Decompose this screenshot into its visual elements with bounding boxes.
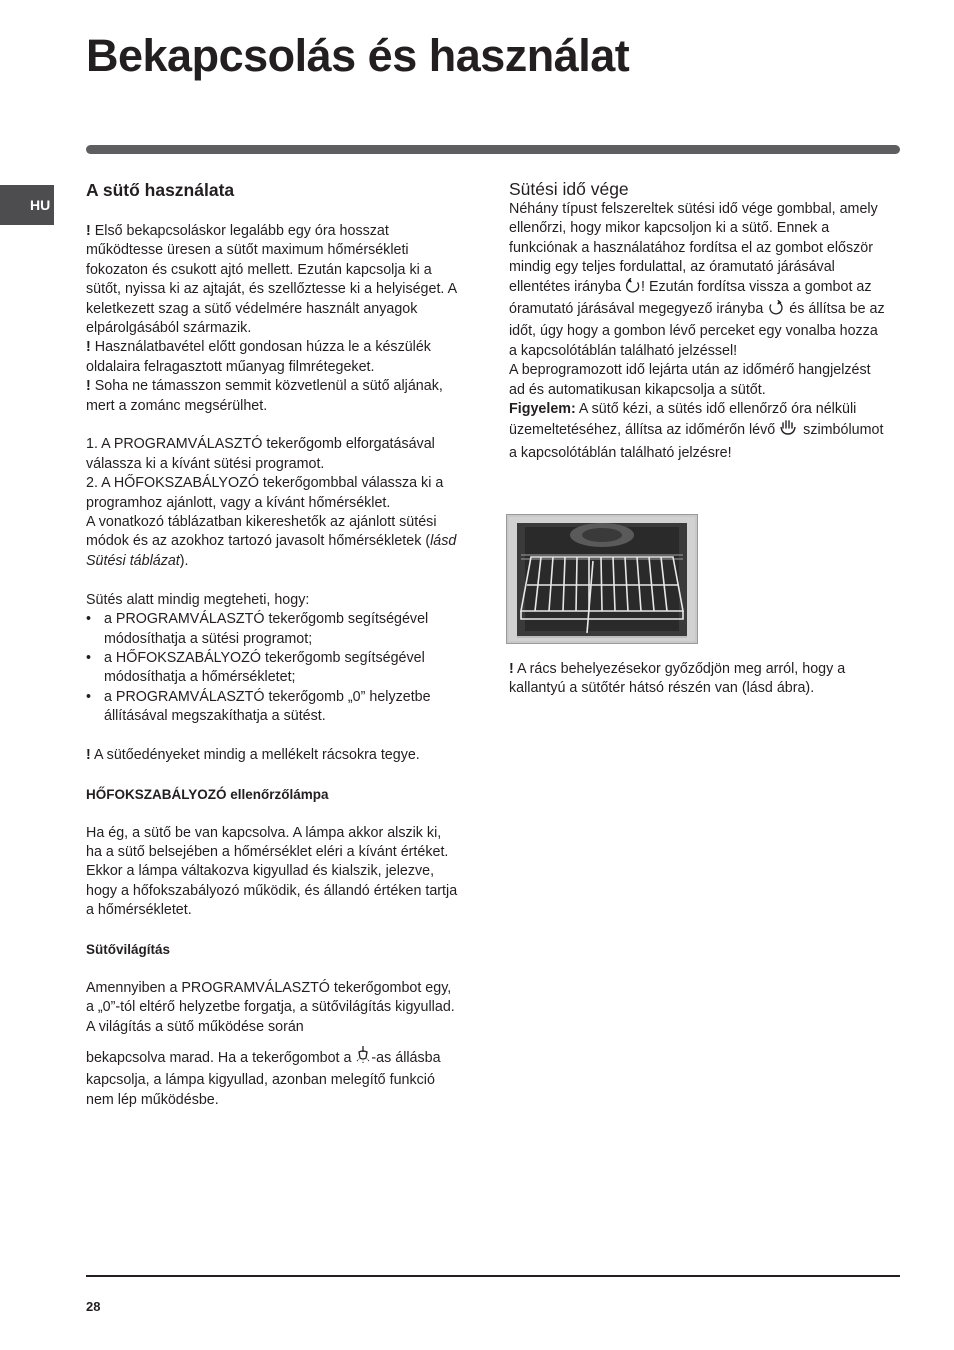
clockwise-arrow-icon <box>767 300 785 322</box>
during-baking-intro: Sütés alatt mindig megteheti, hogy: <box>86 591 310 608</box>
list-item: • a HŐFOKSZABÁLYOZÓ tekerőgomb segítségével módosíthatja a hőmérsékletet; <box>86 649 461 688</box>
list-item: • a PROGRAMVÁLASZTÓ tekerőgomb „0” helyzetbe állításával megszakíthatja a sütést. <box>86 688 461 727</box>
oven-light-heading: Sütővilágítás <box>86 941 171 957</box>
oven-rack-illustration <box>506 514 698 644</box>
warning-mark: ! <box>86 339 91 356</box>
list-item: • a PROGRAMVÁLASZTÓ tekerőgomb segítségével módosíthatja a sütési programot; <box>86 610 461 649</box>
timer-finished-text: A beprogramozott idő lejárta után az időmérő hangjelzést ad és automatikusan kikapcsolja a sütőt. <box>509 362 871 398</box>
step-1: 1. A PROGRAMVÁLASZTÓ tekerőgomb elforgatásával válassza ki a kívánt sütési programot. <box>86 436 435 472</box>
film-note <box>86 338 461 377</box>
oven-usage-heading: A sütő használata <box>86 180 235 200</box>
page-title: Bekapcsolás és használat <box>86 30 630 81</box>
timer-text-2: ! Ezután fordítsa vissza a gombot az óramutató járásával megegyező irányba <box>509 278 872 318</box>
oven-light-text-pre: bekapcsolva marad. Ha a tekerőgombot a <box>86 1049 356 1066</box>
manual-warning-text: A sütő kézi, a sütés idő ellenőrző óra nélküli üzemeltetéséhez, állítsa az időmérőn lévő <box>509 401 857 439</box>
title-divider <box>86 145 900 154</box>
enamel-text: Soha ne támasszon semmit közvetlenül a sütő aljának, mert a zománc megsérülhet. <box>86 378 443 414</box>
step-2-table-ref <box>86 513 461 571</box>
during-baking-list <box>86 610 461 726</box>
timer-text-1: Néhány típust felszereltek sütési idő vége gombbal, amely ellenőrzi, hogy mikor kapcsoljon ki a sütő. Ennek a funkciónak a használatához fordítsa el az gombot először mindig egy teljes fordulattal, az óramutató járásával ellentétes irányba <box>509 201 878 295</box>
table-ref-link: lásd Sütési táblázat <box>86 533 457 569</box>
end-of-cooking-heading: Sütési idő vége <box>509 179 629 199</box>
manual-hand-icon <box>779 419 799 443</box>
warning-mark: ! <box>509 661 514 677</box>
warning-mark: ! <box>86 223 91 239</box>
counterclockwise-arrow-icon <box>625 278 641 300</box>
warning-label: Figyelem: <box>509 401 576 418</box>
rack-note-text: A rács behelyezésekor győződjön meg arról, hogy a kallantyú a sütőtér hátsó részén van (lásd ábra). <box>509 661 846 697</box>
left-column <box>86 178 461 1110</box>
manual-warning-text-end: szimbólumot a kapcsolótáblán található jelzésre! <box>509 422 884 461</box>
first-use-text: Első bekapcsoláskor legalább egy óra hosszat működtesse üresen a sütőt maximum hőmérsékleti fokozaton és csukott ajtó mellett. Ezután kapcsolja ki a sütőt, nyissa ki az ajtaját, és szellőztesse ki a helyiséget. A keletkezett szag a sütő védelmére használt anyagok elpárolgásából származik. <box>86 223 457 337</box>
oven-lamp-icon <box>355 1045 371 1071</box>
page-number: 28 <box>86 1299 101 1314</box>
cookware-note <box>86 746 461 765</box>
warning-mark: ! <box>86 746 91 763</box>
oven-light-text: Amennyiben a PROGRAMVÁLASZTÓ tekerőgombot egy, a „0”-tól eltérő helyzetbe forgatja, a sütővilágítás kigyullad. A világítás a sütő működése során <box>86 979 455 1035</box>
footer-divider <box>86 1275 900 1277</box>
manual-warning <box>509 400 889 463</box>
end-of-cooking-text <box>509 200 889 361</box>
cookware-text: A sütőedényeket mindig a mellékelt rácsokra tegye. <box>93 746 420 763</box>
table-ref-end: ). <box>179 552 189 569</box>
thermostat-lamp-text: Ha ég, a sütő be van kapcsolva. A lámpa akkor alszik ki, ha a sütő belsejében a hőmérséklet eléri a kívánt értéket. Ekkor a lámpa váltakozva kigyullad és kialszik, jelezve, hogy a hőfokszabályozó működik, és állandó értéken tartja a hőmérsékletet. <box>86 824 458 919</box>
right-column <box>509 178 889 463</box>
warning-mark: ! <box>86 378 91 395</box>
oven-light-text-post: -as állásba kapcsolja, a lámpa kigyullad, azonban melegítő funkció nem lép működésbe. <box>86 1049 441 1108</box>
thermostat-lamp-heading: HŐFOKSZABÁLYOZÓ ellenőrzőlámpa <box>86 786 329 802</box>
first-use-note <box>86 222 461 338</box>
language-tab: HU <box>0 185 54 225</box>
timer-text-3: és állítsa be az időt, úgy hogy a gombon lévő perceket egy vonalba hozza a kapcsolótáblán található jelzéssel! <box>509 301 885 359</box>
step-2: 2. A HŐFOKSZABÁLYOZÓ tekerőgombbal válassza ki a programhoz ajánlott, vagy a kívánt hőmérséklet. <box>86 475 444 511</box>
film-text: Használatbavétel előtt gondosan húzza le a készülék oldalaira felragasztott műanyag filmrétegeket. <box>86 339 431 375</box>
table-ref-text: A vonatkozó táblázatban kikereshetők az ajánlott sütési módok és az azokhoz tartozó javasolt hőmérsékletek ( <box>86 514 437 550</box>
rack-note <box>509 660 889 699</box>
oven-light-text-cont <box>86 1045 461 1110</box>
enamel-note <box>86 377 461 416</box>
